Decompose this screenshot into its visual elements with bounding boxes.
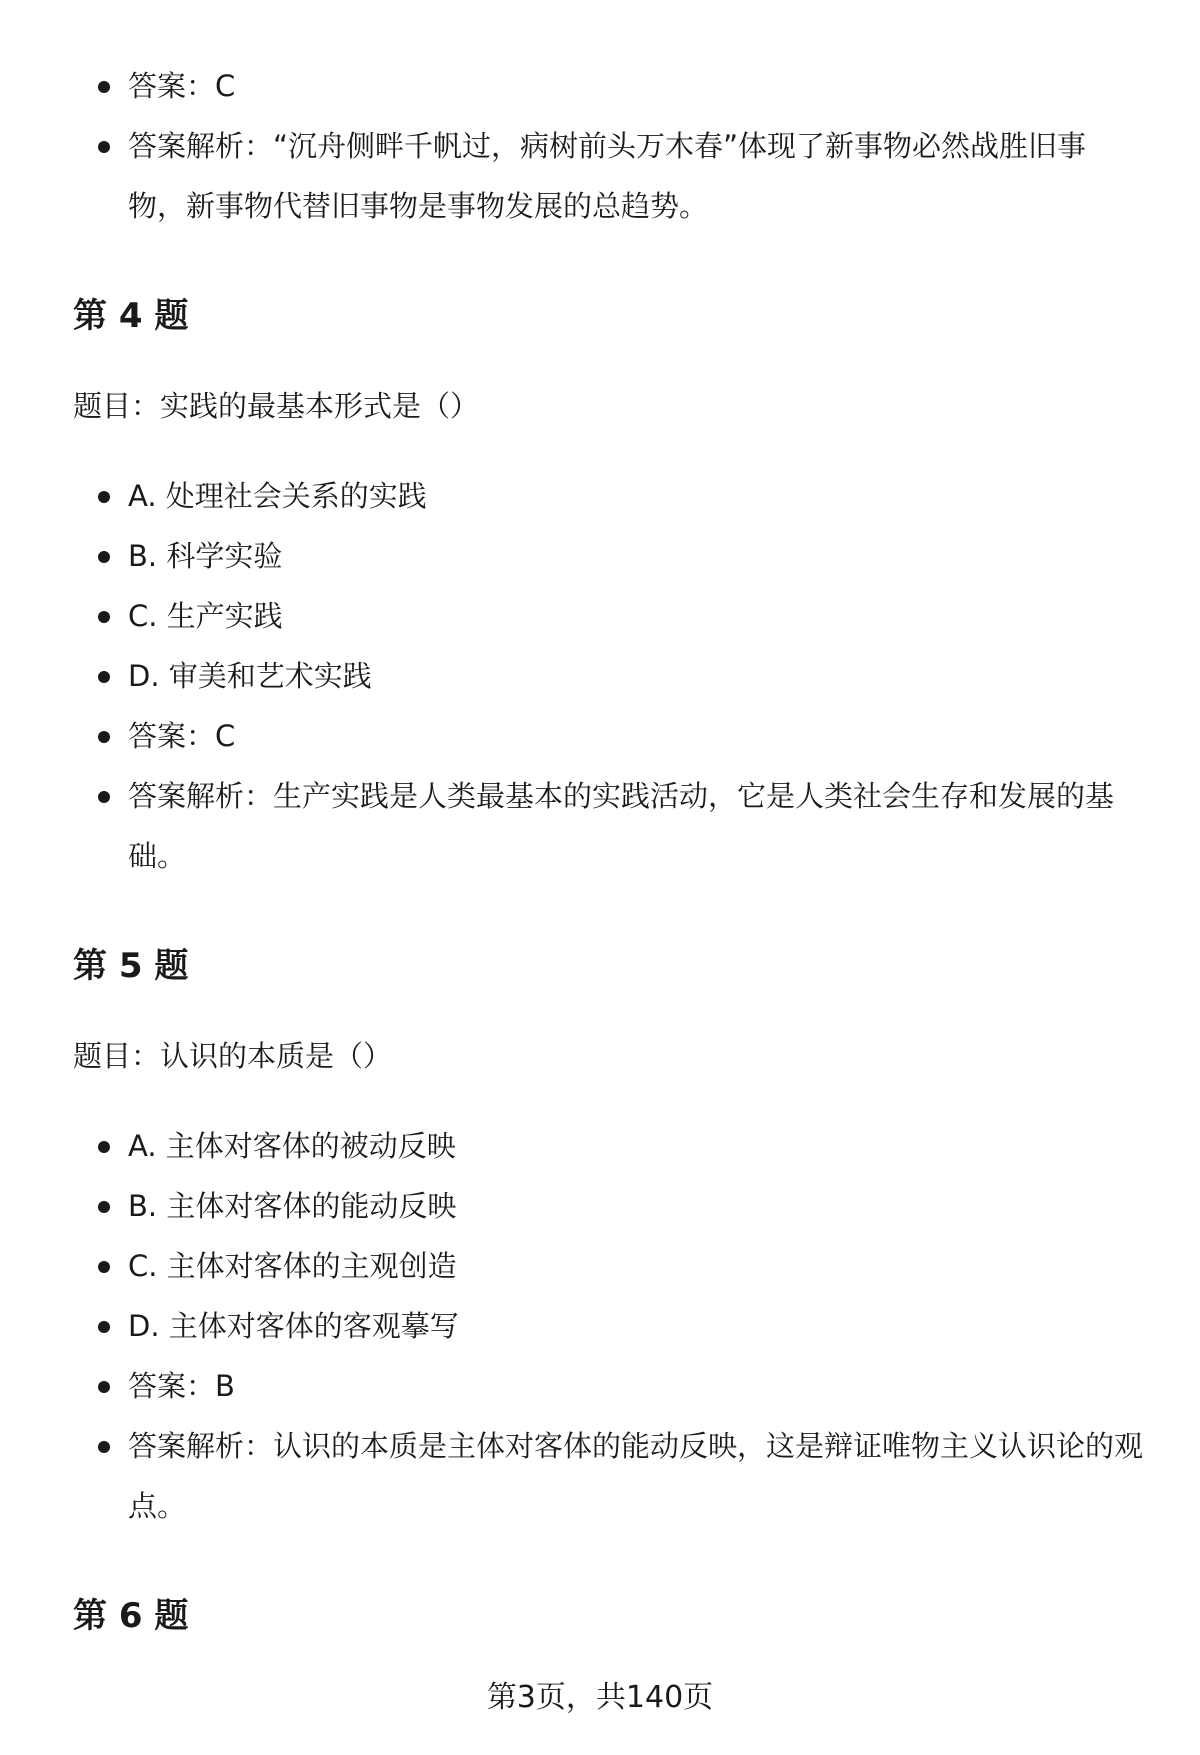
q3-answer-text: 答案：C <box>128 69 236 103</box>
q4-option <box>73 646 1143 706</box>
bullet-icon <box>98 1321 110 1333</box>
q4-option <box>73 586 1143 646</box>
bullet-icon <box>98 1261 110 1273</box>
q4-option-b: B. 科学实验 <box>128 539 283 573</box>
page-footer: 第3页，共140页 <box>486 1680 714 1715</box>
q3-list <box>73 56 1143 236</box>
bullet-icon <box>98 671 110 683</box>
q6-title: 第 6 题 <box>73 1596 189 1636</box>
q5-option-d: D. 主体对客体的客观摹写 <box>128 1309 459 1343</box>
q5-explanation <box>73 1416 1143 1536</box>
q4-answer <box>73 706 1143 766</box>
q5-answer <box>73 1356 1143 1416</box>
bullet-icon <box>98 81 110 93</box>
document-page <box>73 56 1143 1646</box>
q4-option <box>73 526 1143 586</box>
bullet-icon <box>98 1441 110 1453</box>
q5-option-a: A. 主体对客体的被动反映 <box>128 1129 456 1163</box>
q5-option <box>73 1116 1143 1176</box>
q5-option <box>73 1236 1143 1296</box>
q4-stem: 题目：实践的最基本形式是（） <box>73 389 480 423</box>
q3-answer <box>73 56 1143 116</box>
q4-option-d: D. 审美和艺术实践 <box>128 659 372 693</box>
q5-title: 第 5 题 <box>73 946 189 986</box>
q5-option <box>73 1296 1143 1356</box>
q5-explanation-text: 答案解析：认识的本质是主体对客体的能动反映，这是辩证唯物主义认识论的观点。 <box>128 1429 1144 1523</box>
q4-title: 第 4 题 <box>73 296 189 336</box>
q5-answer-text: 答案：B <box>128 1369 235 1403</box>
q5-option-c: C. 主体对客体的主观创造 <box>128 1249 457 1283</box>
bullet-icon <box>98 491 110 503</box>
q5-option-b: B. 主体对客体的能动反映 <box>128 1189 457 1223</box>
q4-option-a: A. 处理社会关系的实践 <box>128 479 427 513</box>
q3-explanation-text: 答案解析：“沉舟侧畔千帆过，病树前头万木春”体现了新事物必然战胜旧事物，新事物代替旧事物是事物发展的总趋势。 <box>128 129 1087 223</box>
bullet-icon <box>98 1201 110 1213</box>
q5-option <box>73 1176 1143 1236</box>
bullet-icon <box>98 551 110 563</box>
bullet-icon <box>98 611 110 623</box>
bullet-icon <box>98 1381 110 1393</box>
q4-list <box>73 466 1143 886</box>
bullet-icon <box>98 791 110 803</box>
q3-explanation <box>73 116 1143 236</box>
q5-stem: 题目：认识的本质是（） <box>73 1039 393 1073</box>
bullet-icon <box>98 731 110 743</box>
q5-list <box>73 1116 1143 1536</box>
bullet-icon <box>98 141 110 153</box>
q4-option <box>73 466 1143 526</box>
q4-explanation <box>73 766 1143 886</box>
q4-option-c: C. 生产实践 <box>128 599 283 633</box>
bullet-icon <box>98 1141 110 1153</box>
q4-answer-text: 答案：C <box>128 719 236 753</box>
q4-explanation-text: 答案解析：生产实践是人类最基本的实践活动，它是人类社会生存和发展的基础。 <box>128 779 1115 873</box>
